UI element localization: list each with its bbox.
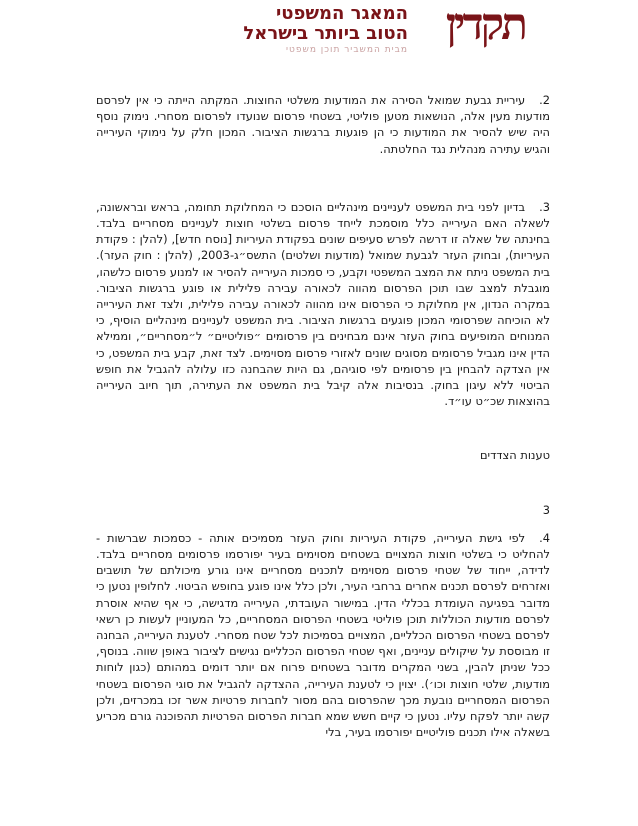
paragraph-3: [96, 199, 550, 410]
section-heading: טענות הצדדים: [479, 448, 550, 463]
tagline-primary: המאגר המשפטי: [275, 3, 408, 24]
paragraph-2: [96, 92, 550, 157]
paragraph-number: 3.: [539, 199, 550, 214]
paragraph-text: לפי גישת העירייה, פקודת העיריות וחוק העזר מסמיכים אותה - כסמכות שברשות - להחליט כי בשלטי חוצות המצויים בשטחים מסוימים בעיר יפורסמו פרסומים מסחריים בלבד. לדידה, ייחוד של שטחי פרסום מסוימים לתכנים מסחריים אינו גורע מיכולתם של תושבים ואזרחים לפרסם תכנים אחרים ברחבי העיר, ולכן כלל אינו פוגע בחופש הביטוי. לחלופין נטען כי מדובר בפגיעה העומדת בכללי הדין. במישור העובדתי, העירייה מדגישה, כי אף שהיא אוסרת לפרסם מודעות הכוללות תוכן פוליטי בשטחי הפרסום המסחריים, כל המעוניין לעשות כן רשאי לפרסם בשטחי הפרסום הכלליים, המצויים בסמיכות לכל שטח מסחרי. לטענת העירייה, הבחנה זו מבוססת על שיקולים עניינים, ואף שטחי הפרסום הכלליים נגישים לציבור באופן שווה. בנוסף, ככל שניתן להבין, בשני המקרים מדובר בשטחים פרוח אם יותר דומים במהותם (כגון לוחות מודעות, שלטי חוצות וכו׳). יצוין כי לטענת העירייה, ההצדקה להגביל את סוגי הפרסום בשטחי הפרסום המסחריים נובעת מכך שהפרסום בהם מסור לחברות פרטיות אשר זכו במכרזים, ולכן קשה יותר לפקח עליו. נטען כי קיים חשש שמא חברות הפרסום הפרטיות תהפוכנה גורם מכריע בשאלה אילו תכנים פוליטיים יפורסמו בעיר, בלי: [96, 530, 550, 740]
tagline-publisher: מבית המשביר תוכן משפטי: [285, 45, 408, 55]
paragraph-number: 2.: [539, 93, 550, 107]
brand-logo: תקדין: [445, 0, 525, 50]
paragraph-text: בדיון לפני בית המשפט לעניינים מינהליים הוסכם כי המחלוקת תחומה, בראש ובראשונה, לשאלה האם העירייה כלל מוסמכת לייחד פרסום בשלטי חוצות לעניינים מסחריים בלבד. בחינתה של שאלה זו דרשה לפרש סעיפים שונים בפקודת העיריות [נוסח חדש], (להלן : פקודת העיריות), ובחוק העזר לגבעת שמואל (מודעות ושלטים) התשס״ג-2003, (להלן : חוק העזר). בית המשפט ניתח את המצב המשפטי וקבע, כי סמכות העירייה להסיר או למנוע פרסום כלשהו, מוגבלת למצב שבו תוכן הפרסום מהווה לכאורה עבירה פלילית או פוגע ברגשות הציבור. במקרה הנדון, אין מחלוקת כי הפרסום אינו מהווה לכאורה עבירה פלילית, ולצד זאת העירייה לא הוכיחה שפרסומי המכון פוגעים ברגשות הציבור. בית המשפט לעניינים מינהליים הוסיף, כי המנוחים המופיעים בחוק העזר אינם מבחינים בין פרסומים ״פוליטיים״ ל״מסחריים״, וממילא הדין אינו מגביל פרסומים מסוגים שונים לאזורי פרסום מסוימים. לצד זאת, קבע בית המשפט, כי אין הצדקה להבחין בין פרסומים לפי סוגיהם, גם היות שהבחנה כזו עלולה להגביל את חופש הביטוי ללא עיגון בחוק. בנסיבות אלה קיבל בית המשפט את העתירה, תוך חיוב העירייה בהוצאות שכ״ט עו״ד.: [96, 199, 550, 409]
tagline-secondary: הטוב ביותר בישראל: [243, 23, 408, 44]
document-body: [96, 92, 550, 741]
paragraph-4: [96, 530, 550, 741]
page-number: 3: [542, 502, 550, 517]
paragraph-text: עיריית גבעת שמואל הסירה את המודעות משלטי החוצות. המקתה הייתה כי אין לפרסם מודעות מעין אלה, הנושאות מטען פוליטי, בשטחי פרסום שנועדו לפרסום מסחרי. נימוק נוסף היה שיש להסיר את המודעות כי הן פוגעות ברגשות הציבור. המכון חלק על נימוקי העירייה והגיש עתירה מנהלית נגד החלטתה.: [96, 93, 550, 156]
paragraph-number: 4.: [539, 530, 550, 545]
site-header: [160, 0, 525, 60]
